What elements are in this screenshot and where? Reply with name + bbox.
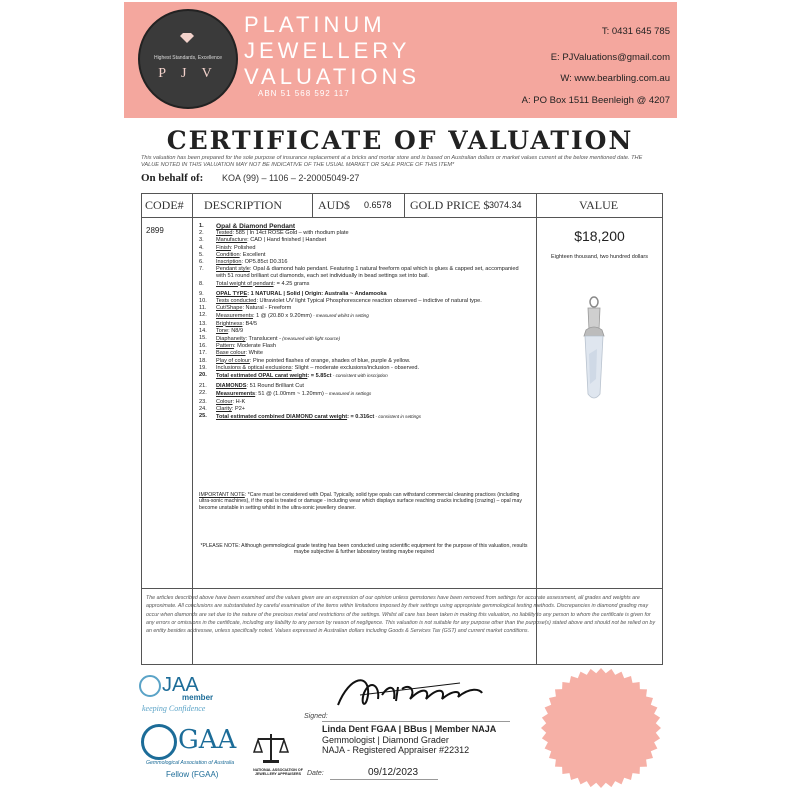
value-amount: $18,200 bbox=[574, 228, 625, 244]
list-item: 1. Opal & Diamond Pendant bbox=[199, 223, 296, 230]
gold-price-label: GOLD PRICE $ bbox=[410, 198, 490, 212]
list-item: 12. Measurements: 1 @ (20.80 x 9.20mm) - measured whilst in setting bbox=[199, 312, 369, 320]
description-header: DESCRIPTION bbox=[204, 198, 283, 212]
certificate-title: CERTIFICATE OF VALUATION bbox=[166, 126, 634, 155]
gaa-subtitle: Gemmological Association of Australia bbox=[146, 760, 235, 766]
list-item: 15. Diaphaneity: Translucent - (measured with light source) bbox=[199, 335, 340, 343]
list-item: 8. Total weight of pendant: = 4.25 grams bbox=[199, 280, 310, 287]
naja-caption: NATIONAL ASSOCIATION OF JEWELLERY APPRAISERS bbox=[253, 768, 303, 777]
code-header: CODE# bbox=[145, 198, 184, 212]
item-code: 2899 bbox=[146, 226, 164, 235]
value-header: VALUE bbox=[579, 198, 619, 212]
contact-email[interactable]: E: PJValuations@gmail.com bbox=[550, 52, 670, 63]
list-item: 17. Base colour: White bbox=[199, 350, 263, 357]
important-note: IMPORTANT NOTE: *Care must be considered with Opal. Typically, solid type opals can withstand commercial cleaning practices (including ultra-sonic machines), if the opal is treated or damage - including wear which displays surface reaching cracks including (crazing) – opal may become unstable in setting whilst in the ultra-sonic jewellery cleaner. bbox=[199, 492, 522, 511]
jaa-member-text: member bbox=[182, 693, 214, 702]
aud-label: AUD$ bbox=[318, 198, 350, 212]
gaa-fellow: Fellow (FGAA) bbox=[166, 770, 219, 779]
please-note: *PLEASE NOTE: Although gemmological grade testing has been conducted using scientific equipment for the purpose of this valuation, results maybe subjective & further laboratory testing maybe required bbox=[200, 543, 528, 556]
list-item: 16. Pattern: Moderate Flash bbox=[199, 343, 277, 350]
list-item: 25. Total estimated combined DIAMOND carat weight: = 0.316ct - consistent in settings bbox=[199, 413, 422, 421]
item-title: Opal & Diamond Pendant bbox=[216, 223, 296, 230]
date-value: 09/12/2023 bbox=[368, 767, 419, 778]
list-item: 18. Play of colour: Pine pointed flashes of orange, shades of blue, purple & yellow. bbox=[199, 357, 411, 364]
list-item: 20. Total estimated OPAL carat weight: = 5.85ct - consistent with inscription bbox=[199, 372, 388, 380]
list-item: 11. Cut/Shape: Natural - Freeform bbox=[199, 305, 292, 312]
list-item: 13. Brightness: B4/5 bbox=[199, 320, 258, 327]
scales-icon bbox=[253, 730, 289, 766]
signed-label: Signed: bbox=[304, 713, 328, 720]
jaa-logo-text: JAA bbox=[162, 674, 199, 696]
list-item: 10. Tests conducted: Ultraviolet UV light Typical Phosphorescence reaction observed – indictive of natural type. bbox=[199, 298, 482, 305]
contact-phone: T: 0431 645 785 bbox=[601, 26, 670, 37]
list-item: 6. Inscription: OP5.85ct D0.316 bbox=[199, 259, 288, 266]
gaa-logo-text: GAA bbox=[178, 725, 237, 755]
jaa-tagline: keeping Confidence bbox=[142, 704, 206, 713]
date-line bbox=[330, 779, 438, 780]
list-item: 5. Condition: Excellent bbox=[199, 251, 266, 258]
list-item: 23. Colour: H-K bbox=[199, 398, 246, 405]
footer-disclaimer: The articles described above have been examined and the values given are an expression of our opinion unless gemstones have been removed from settings for accurate assessment, all grades and weights are approximate. All conclusions are substantiated by careful examination of the items within limitations imposed by their settings using appropriate gemmological testing methods. Discrepancies in diamond grading may occur when diamonds are set due to the nature of the precious metal and restrictions of the settings. Whilst all care has been taken in making this valuation, no liability to any person to whom the certificate is given for any errors or omissions in the certificate, including any liability to any person by reason of negligence. This valuation is not suitable for any purpose other than the purpose(s) stated above and should not be relied on by an entity besides addressee, unless specifically noted. Values expressed in Australian dollars including Goods & Services Tax (GST) and current market conditions. bbox=[146, 595, 656, 635]
gem-icon bbox=[180, 33, 194, 43]
logo-letters: P J V bbox=[158, 66, 218, 81]
gold-price-value: 3074.34 bbox=[489, 200, 522, 210]
seal-stamp bbox=[540, 667, 662, 789]
contact-address: A: PO Box 1511 Beenleigh @ 4207 bbox=[521, 95, 670, 106]
signature-image bbox=[330, 665, 490, 717]
date-label: Date: bbox=[307, 770, 324, 777]
on-behalf-label: On behalf of: bbox=[141, 172, 204, 184]
description-list bbox=[199, 223, 529, 421]
brand-line-1: PLATINUM bbox=[244, 12, 386, 37]
list-item: 21. DIAMONDS: 51 Round Brilliant Cut bbox=[199, 383, 304, 390]
abn-number: ABN 51 568 592 117 bbox=[258, 89, 350, 98]
on-behalf-value: KOA (99) – 1106 – 2-20005049-27 bbox=[222, 173, 360, 183]
header-divider bbox=[142, 217, 662, 218]
list-item: 2. Tested: 585 | In 14ct ROSE Gold – with rhodium plate bbox=[199, 230, 349, 237]
list-item: 19. Inclusions & optical exclusions: Slight – moderate exclusions/inclusion - observed. bbox=[199, 364, 420, 371]
contact-website[interactable]: W: www.bearbling.com.au bbox=[560, 73, 670, 84]
list-item: 9. OPAL TYPE: 1 NATURAL | Solid | Origin: Australia ~ Andamooka bbox=[199, 290, 387, 297]
gaa-logo-icon bbox=[141, 724, 177, 760]
list-item: 14. Tone: N8/9 bbox=[199, 327, 244, 334]
company-logo bbox=[138, 9, 238, 109]
brand-line-3: VALUATIONS bbox=[244, 64, 421, 89]
footer-divider bbox=[142, 588, 662, 589]
logo-tagline: Highest Standards, Excellence bbox=[153, 55, 223, 61]
signer-role: Gemmologist | Diamond Grader bbox=[322, 735, 449, 745]
aud-value: 0.6578 bbox=[364, 200, 392, 210]
valuation-table bbox=[141, 193, 663, 665]
brand-line-2: JEWELLERY bbox=[244, 38, 411, 63]
signer-registration: NAJA - Registered Appraiser #22312 bbox=[322, 745, 470, 755]
jaa-logo-icon bbox=[139, 675, 161, 697]
signer-name: Linda Dent FGAA | BBus | Member NAJA bbox=[322, 724, 497, 734]
list-item: 3. Manufacture: CAD | Hand finished | Handset bbox=[199, 237, 327, 244]
brand-name bbox=[244, 12, 504, 90]
list-item: 4. Finish: Polished bbox=[199, 244, 256, 251]
list-item: 22. Measurements: 51 @ (1.00mm ~ 1.20mm) – measured in settings bbox=[199, 390, 372, 398]
column-divider bbox=[404, 194, 405, 217]
list-item: 7. Pendant style: Opal & diamond halo pendant. Featuring 1 natural freeform opal which is glues & capped set, accompanied with 51 round brilliant cut diamonds, each set individually in bead settings set into bail. bbox=[199, 266, 519, 280]
intro-disclaimer: This valuation has been prepared for the sole purpose of insurance replacement at a bricks and mortar store and is based on Australian dollars or market values current at the below mentioned date. THE VALUE NOTED IN THIS VALUATION MAY NOT BE INDICATIVE OF THE USUAL MARKET OR SALE PRICE OF THIS ITEM* bbox=[141, 155, 643, 168]
signature-line bbox=[322, 721, 510, 722]
value-words: Eighteen thousand, two hundred dollars bbox=[551, 254, 648, 260]
column-divider bbox=[312, 194, 313, 217]
pendant-image bbox=[572, 294, 622, 414]
list-item: 24. Clarity: P2+ bbox=[199, 405, 246, 412]
